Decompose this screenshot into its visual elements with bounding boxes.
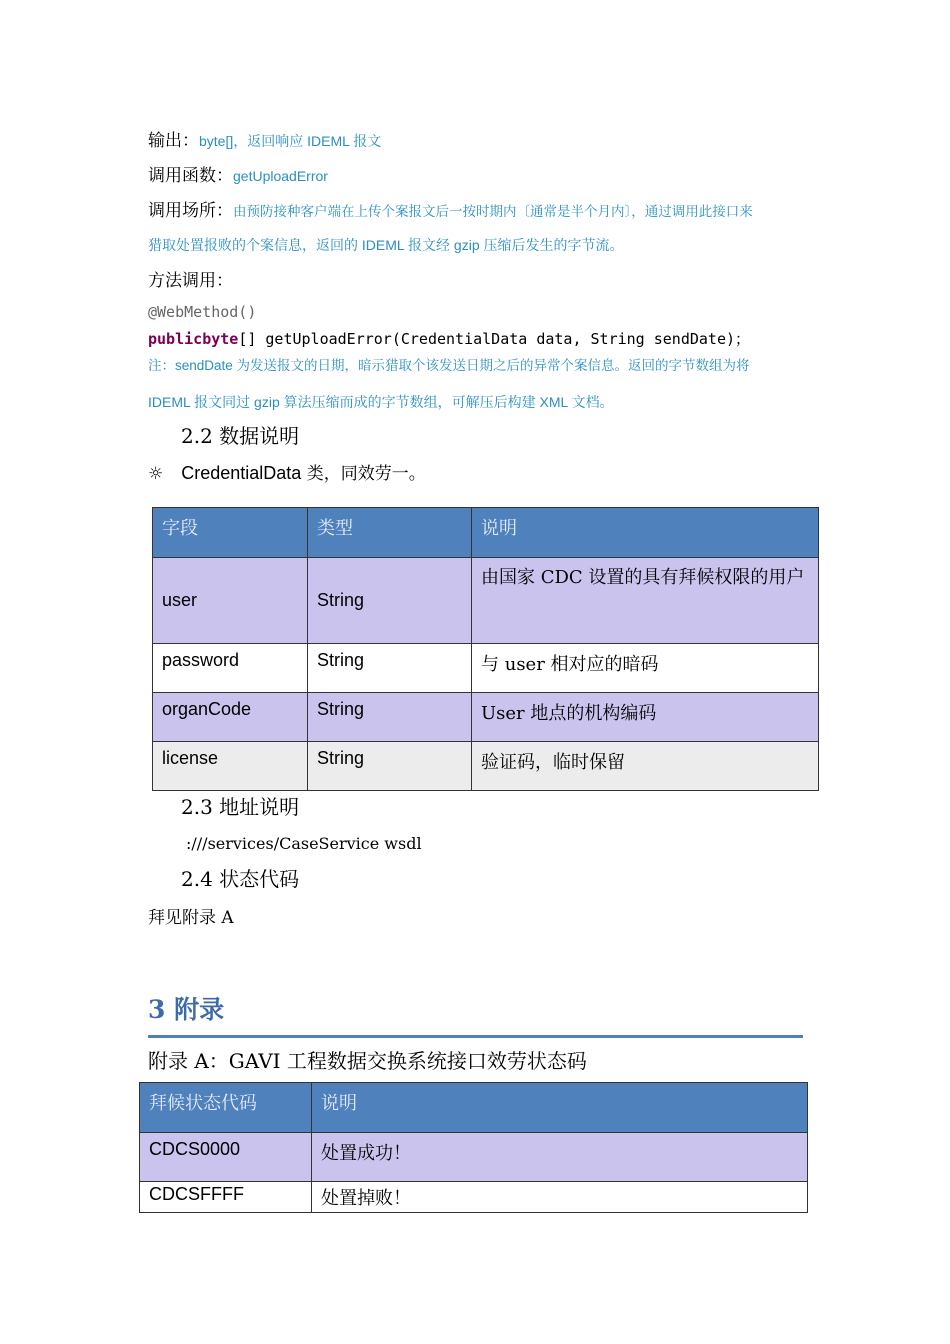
note-line-2: IDEML 报文同过 gzip 算法压缩而成的字节数组，可解压后构建 XML 文档。 bbox=[148, 394, 614, 410]
status-code-cell: CDCS0000 bbox=[140, 1133, 312, 1182]
table-row bbox=[153, 644, 819, 693]
field-cell: user bbox=[153, 558, 308, 644]
scene-label: 调用场所： bbox=[148, 201, 233, 221]
sun-bullet-icon: ☼ bbox=[148, 464, 164, 484]
method-call-label: 方法调用： bbox=[148, 271, 233, 291]
type-cell: String bbox=[308, 558, 472, 644]
type-cell: String bbox=[308, 644, 472, 693]
type-cell: String bbox=[308, 693, 472, 742]
field-cell: license bbox=[153, 742, 308, 791]
code-signature bbox=[148, 328, 750, 349]
code-signature-rest: [] getUploadError(CredentialData data, String sendDate)； bbox=[238, 330, 751, 348]
code-keyword-byte: byte bbox=[202, 330, 239, 348]
credential-table bbox=[152, 507, 819, 791]
desc-cell: 验证码，临时保留 bbox=[472, 742, 819, 791]
status-reference: 拜见附录 A bbox=[148, 908, 234, 928]
table-row bbox=[153, 693, 819, 742]
header-status-code: 拜候状态代码 bbox=[140, 1083, 312, 1133]
header-type: 类型 bbox=[308, 508, 472, 558]
table-row bbox=[153, 558, 819, 644]
output-label: 输出： bbox=[148, 131, 199, 151]
section-3-heading: 3 附录 bbox=[148, 995, 225, 1024]
credential-intro-rest: 类，同效劳一。 bbox=[301, 464, 426, 484]
table-row bbox=[140, 1182, 808, 1213]
scene-value-2: 猎取处置报败的个案信息，返回的 IDEML 报文经 gzip 压缩后发生的字节流。 bbox=[148, 237, 624, 253]
desc-cell: 与 user 相对应的暗码 bbox=[472, 644, 819, 693]
appendix-a-title: 附录 A：GAVI 工程数据交换系统接口效劳状态码 bbox=[148, 1049, 587, 1073]
field-cell: organCode bbox=[153, 693, 308, 742]
field-cell: password bbox=[153, 644, 308, 693]
function-line bbox=[148, 161, 328, 186]
status-desc-cell: 处置成功！ bbox=[312, 1133, 808, 1182]
status-code-cell: CDCSFFFF bbox=[140, 1182, 312, 1213]
credential-intro bbox=[148, 459, 426, 484]
status-code-table bbox=[139, 1082, 808, 1213]
table-header-row bbox=[153, 508, 819, 558]
table-header-row bbox=[140, 1083, 808, 1133]
credential-class-name: CredentialData bbox=[181, 463, 302, 483]
scene-value-1: 由预防接种客户端在上传个案报文后一按时期内〔通常是半个月内〕，通过调用此接口来 bbox=[233, 204, 753, 219]
desc-cell: User 地点的机构编码 bbox=[472, 693, 819, 742]
status-desc-cell: 处置掉败！ bbox=[312, 1182, 808, 1213]
section-2-4-heading: 2.4 状态代码 bbox=[181, 867, 300, 891]
desc-cell: 由国家 CDC 设置的具有拜候权限的用户 bbox=[472, 558, 819, 644]
section-3-divider bbox=[148, 1035, 803, 1038]
scene-line bbox=[148, 196, 753, 221]
note-line-1: 注：sendDate 为发送报文的日期，暗示猎取个该发送日期之后的异常个案信息。返回的字节数组为将 bbox=[148, 358, 750, 373]
table-row bbox=[140, 1133, 808, 1182]
table-row bbox=[153, 742, 819, 791]
function-value: getUploadError bbox=[233, 168, 328, 184]
function-label: 调用函数： bbox=[148, 166, 233, 186]
section-2-2-heading: 2.2 数据说明 bbox=[181, 424, 300, 448]
type-cell: String bbox=[308, 742, 472, 791]
header-desc: 说明 bbox=[472, 508, 819, 558]
output-value: byte[]，返回响应 IDEML 报文 bbox=[199, 133, 382, 149]
header-field: 字段 bbox=[153, 508, 308, 558]
address-url: :///services/CaseService wsdl bbox=[186, 834, 422, 853]
output-line bbox=[148, 126, 381, 151]
code-annotation: @WebMethod() bbox=[148, 303, 257, 321]
code-keyword-public: public bbox=[148, 330, 203, 348]
section-2-3-heading: 2.3 地址说明 bbox=[181, 795, 300, 819]
header-desc: 说明 bbox=[312, 1083, 808, 1133]
